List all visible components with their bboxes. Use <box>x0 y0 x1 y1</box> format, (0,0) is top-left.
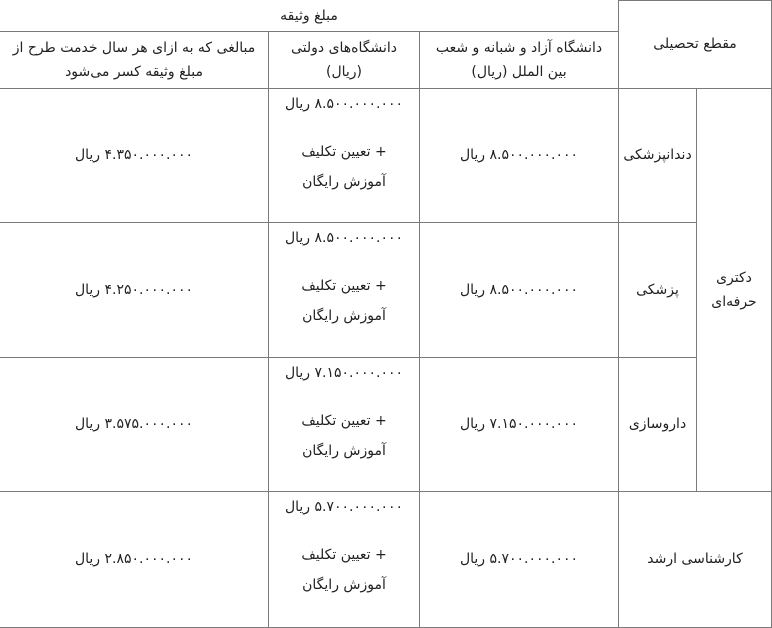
program-name: دندانپزشکی <box>623 147 692 163</box>
state-amount-cell <box>269 491 419 627</box>
free-amount-cell <box>420 491 618 627</box>
header-level <box>619 0 771 88</box>
header-state-line-2: (ریال) <box>325 63 363 80</box>
state-amount-cell <box>269 222 419 357</box>
header-deduction-line-1: مبالغی که به ازای هر سال خدمت طرح از <box>12 39 256 56</box>
header-deduction-line-2: مبلغ وثیقه کسر می‌شود <box>65 63 203 80</box>
deduction-cell <box>0 88 268 222</box>
header-deduction <box>0 31 268 88</box>
deduction-cell <box>0 491 268 627</box>
program-name: کارشناسی ارشد <box>647 551 743 567</box>
state-amount: ۸.۵۰۰.۰۰۰.۰۰۰ ریال <box>284 96 404 112</box>
header-level-text: مقطع تحصیلی <box>653 36 737 52</box>
free-amount: ۵.۷۰۰.۰۰۰.۰۰۰ ریال <box>459 551 579 567</box>
deduction-amount: ۲.۸۵۰.۰۰۰.۰۰۰ ریال <box>74 551 194 567</box>
group-label-line-1: دکتری <box>716 269 752 286</box>
state-note-line-2: آموزش رایگان <box>302 443 386 459</box>
state-note-line-2: آموزش رایگان <box>302 577 386 593</box>
free-amount: ۷.۱۵۰.۰۰۰.۰۰۰ ریال <box>459 416 579 432</box>
state-amount: ۵.۷۰۰.۰۰۰.۰۰۰ ریال <box>284 499 404 515</box>
free-amount-cell <box>420 357 618 491</box>
state-note-line-1: + تعیین تکلیف <box>301 413 387 429</box>
free-amount-cell <box>420 88 618 222</box>
free-amount: ۸.۵۰۰.۰۰۰.۰۰۰ ریال <box>459 147 579 163</box>
header-deposit <box>0 0 618 31</box>
program-cell <box>619 88 696 222</box>
header-free-intl-line-1: دانشگاه آزاد و شبانه و شعب <box>435 39 603 56</box>
state-note-line-2: آموزش رایگان <box>302 308 386 324</box>
deduction-amount: ۳.۵۷۵.۰۰۰.۰۰۰ ریال <box>74 416 194 432</box>
free-amount-cell <box>420 222 618 357</box>
state-amount: ۸.۵۰۰.۰۰۰.۰۰۰ ریال <box>284 230 404 246</box>
program-cell <box>619 491 771 627</box>
deduction-cell <box>0 222 268 357</box>
program-cell <box>619 357 696 491</box>
state-amount-cell <box>269 88 419 222</box>
free-amount: ۸.۵۰۰.۰۰۰.۰۰۰ ریال <box>459 281 579 298</box>
state-amount-cell <box>269 357 419 491</box>
header-state-line-1: دانشگاه‌های دولتی <box>290 39 398 56</box>
deduction-amount: ۴.۲۵۰.۰۰۰.۰۰۰ ریال <box>74 281 194 298</box>
state-amount: ۷.۱۵۰.۰۰۰.۰۰۰ ریال <box>284 365 404 381</box>
program-name: داروسازی <box>628 416 687 432</box>
program-cell <box>619 222 696 357</box>
deduction-amount: ۴.۳۵۰.۰۰۰.۰۰۰ ریال <box>74 147 194 163</box>
program-name: پزشکی <box>636 281 679 298</box>
header-state <box>269 31 419 88</box>
state-note-line-1: + تعیین تکلیف <box>301 278 387 294</box>
group-label-line-2: حرفه‌ای <box>711 293 757 310</box>
header-free-intl <box>420 31 618 88</box>
deduction-cell <box>0 357 268 491</box>
state-note-line-1: + تعیین تکلیف <box>301 547 387 563</box>
group-label-professional-doctorate <box>697 88 771 491</box>
header-free-intl-line-2: بین الملل (ریال) <box>471 63 567 80</box>
state-note-line-1: + تعیین تکلیف <box>301 144 387 160</box>
header-deposit-text: مبلغ وثیقه <box>280 7 338 24</box>
state-note-line-2: آموزش رایگان <box>302 174 386 190</box>
